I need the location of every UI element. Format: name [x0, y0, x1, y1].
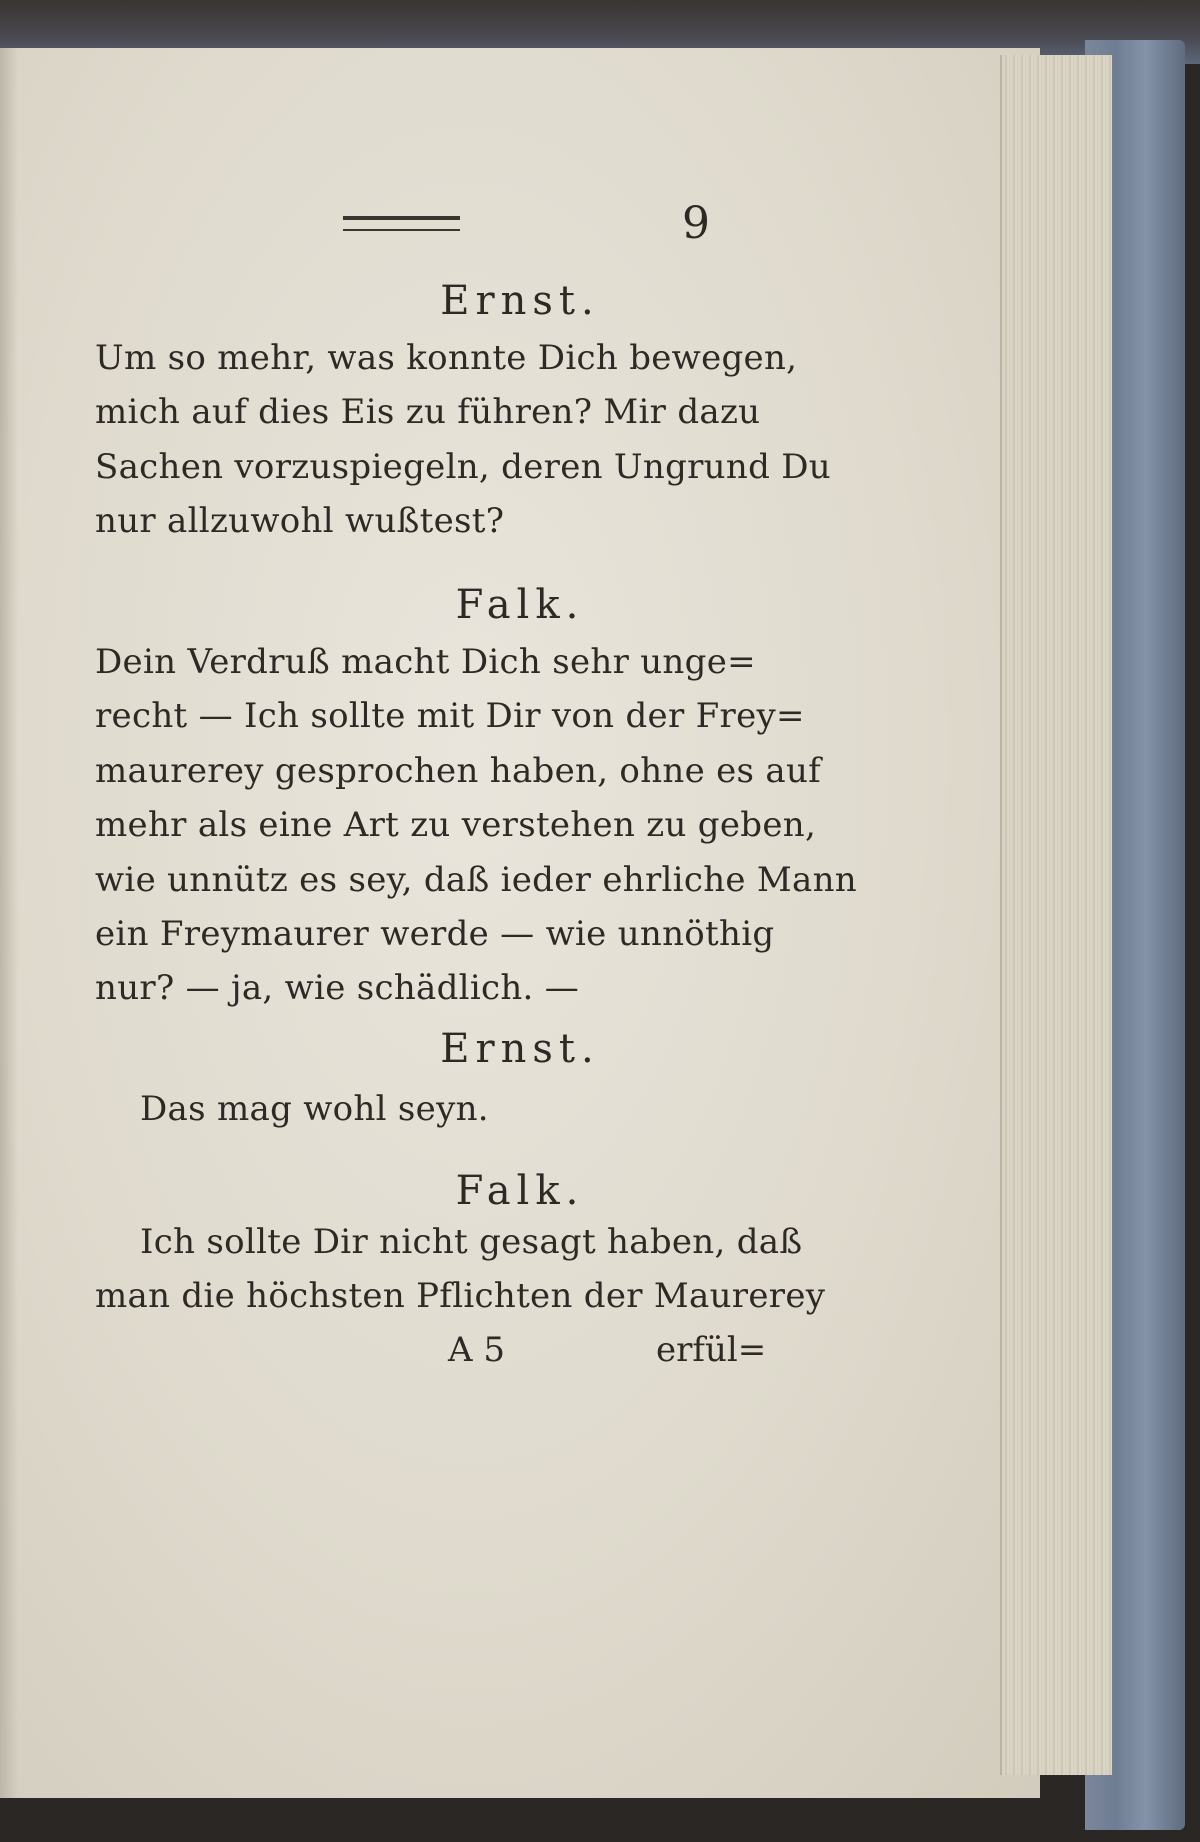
header-rule: [343, 216, 460, 231]
catchword: erfül=: [656, 1330, 767, 1370]
text-line: wie unnütz es sey, daß ieder ehrliche Mann: [95, 860, 857, 900]
text-line: maurerey gesprochen haben, ohne es auf: [95, 751, 822, 791]
text-line: nur? — ja, wie schädlich. —: [95, 968, 580, 1008]
text-line: nur allzuwohl wußtest?: [95, 501, 505, 541]
text-line: man die höchsten Pflichten der Maurerey: [95, 1276, 826, 1316]
text-line: Dein Verdruß macht Dich sehr unge=: [95, 642, 756, 682]
text-line: mehr als eine Art zu verstehen zu geben,: [95, 805, 817, 845]
text-line: Um so mehr, was konnte Dich bewegen,: [95, 338, 798, 378]
text-line: Ich sollte Dir nicht gesagt haben, daß: [140, 1222, 803, 1262]
speaker-heading: Ernst.: [440, 1026, 600, 1072]
text-line: mich auf dies Eis zu führen? Mir dazu: [95, 392, 761, 432]
text-line: recht — Ich sollte mit Dir von der Frey=: [95, 696, 805, 736]
speaker-heading: Ernst.: [440, 278, 600, 324]
text-line: ein Freymaurer werde — wie unnöthig: [95, 914, 775, 954]
text-line: Das mag wohl seyn.: [140, 1089, 489, 1129]
speaker-heading: Falk.: [455, 1168, 585, 1214]
text-line: Sachen vorzuspiegeln, deren Ungrund Du: [95, 447, 832, 487]
speaker-heading: Falk.: [455, 582, 585, 628]
signature-mark: A 5: [448, 1330, 505, 1370]
page-number: 9: [682, 198, 710, 249]
